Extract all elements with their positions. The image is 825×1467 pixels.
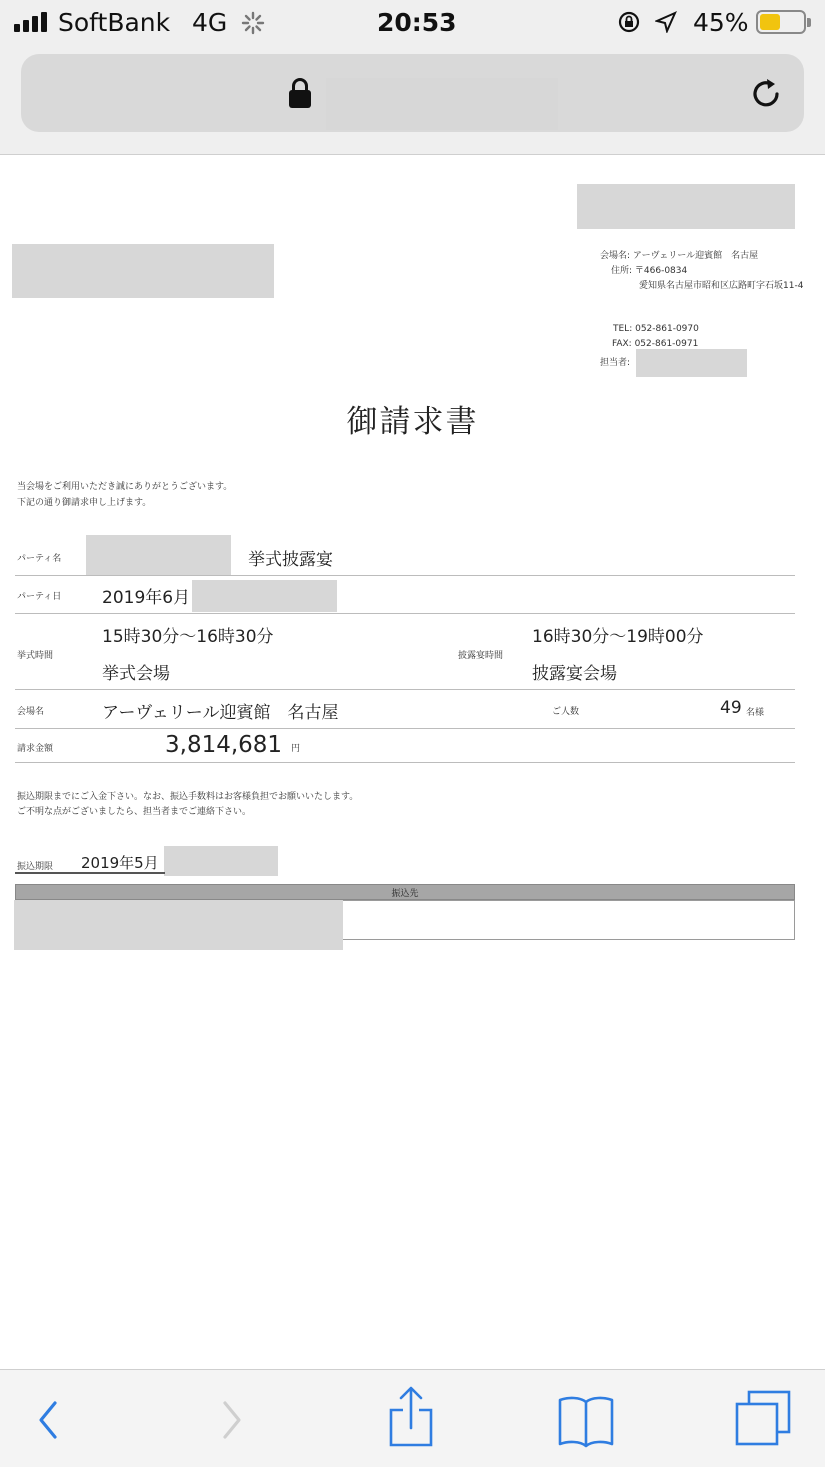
- party-date-value: 2019年6月: [102, 588, 191, 608]
- venue-address-detail: 愛知県名古屋市昭和区広路町字石坂11-4: [639, 281, 804, 291]
- invoice-title: 御請求書: [346, 404, 479, 440]
- party-name-label: パーティ名: [17, 554, 62, 564]
- invoice-document: [0, 156, 825, 1369]
- battery-icon: [756, 10, 806, 34]
- battery-percent: 45%: [693, 8, 749, 37]
- browser-toolbar: [0, 1369, 825, 1467]
- deadline-label: 振込期限: [17, 862, 54, 872]
- activity-spinner-icon: [241, 11, 265, 35]
- status-bar: [0, 0, 825, 46]
- venue-tel: TEL: 052-861-0970: [613, 324, 699, 334]
- url-redacted: [326, 78, 558, 130]
- back-icon[interactable]: [17, 1370, 77, 1467]
- ceremony-label: 挙式時間: [17, 651, 54, 661]
- amount-unit: 円: [291, 744, 301, 754]
- deadline-value: 2019年5月: [81, 854, 159, 872]
- party-date-label: パーティ日: [17, 592, 62, 602]
- amount-label: 請求金額: [17, 744, 54, 754]
- ceremony-hall: 挙式会場: [102, 664, 170, 684]
- forward-icon[interactable]: [203, 1370, 263, 1467]
- party-name-value: 挙式披露宴: [248, 550, 333, 570]
- venue-name-line: 会場名: アーヴェリール迎賓館 名古屋: [600, 251, 759, 261]
- ceremony-time: 15時30分～16時30分: [102, 627, 274, 647]
- signal-icon: [14, 12, 50, 32]
- amount-value: 3,814,681: [165, 732, 283, 758]
- intro-line-1: 当会場をご利用いただき誠にありがとうございます。: [17, 482, 233, 492]
- browser-address-area: [0, 46, 825, 155]
- notice-line-2: ご不明な点がございましたら、担当者までご連絡下さい。: [17, 807, 252, 817]
- rotation-lock-icon: [617, 10, 641, 34]
- redacted-staff: [636, 349, 747, 377]
- reception-label: 披露宴時間: [458, 651, 504, 661]
- row-divider: [15, 689, 795, 690]
- redacted-customer: [12, 244, 274, 298]
- lock-icon: [289, 78, 311, 108]
- venue-label: 会場名: [17, 707, 45, 717]
- venue-address-line: 住所: 〒466-0834: [611, 266, 688, 276]
- row-divider: [15, 728, 795, 729]
- bank-header: [15, 884, 795, 900]
- row-divider: [15, 575, 795, 576]
- reception-time: 16時30分～19時00分: [532, 627, 704, 647]
- network-label: 4G: [192, 8, 228, 37]
- guests-unit: 名様: [746, 708, 765, 718]
- reload-icon[interactable]: [749, 76, 785, 112]
- share-icon[interactable]: [381, 1370, 441, 1467]
- row-divider: [15, 613, 795, 614]
- bank-header-label: 振込先: [391, 889, 419, 899]
- redacted-bank-details: [14, 900, 343, 950]
- intro-line-2: 下記の通り御請求申し上げます。: [17, 498, 152, 508]
- venue-value: アーヴェリール迎賓館 名古屋: [102, 703, 339, 723]
- notice-line-1: 振込期限までにご入金下さい。なお、振込手数料はお客様負担でお願いいたします。: [17, 792, 359, 802]
- guests-label: ご人数: [552, 707, 580, 717]
- redacted-party-name: [86, 535, 231, 576]
- redacted-block: [577, 184, 795, 229]
- reception-hall: 披露宴会場: [532, 664, 617, 684]
- row-divider: [15, 762, 795, 763]
- guests-value: 49: [720, 698, 742, 718]
- staff-label: 担当者:: [600, 358, 631, 368]
- deadline-underline: [15, 872, 165, 874]
- carrier-label: SoftBank: [58, 8, 171, 37]
- tabs-icon[interactable]: [733, 1370, 793, 1467]
- redacted-deadline-day: [164, 846, 278, 876]
- location-arrow-icon: [655, 11, 677, 33]
- address-bar[interactable]: [21, 54, 804, 132]
- venue-fax: FAX: 052-861-0971: [612, 339, 699, 349]
- redacted-party-day: [192, 580, 337, 612]
- bookmarks-icon[interactable]: [556, 1370, 616, 1467]
- clock: 20:53: [377, 8, 457, 37]
